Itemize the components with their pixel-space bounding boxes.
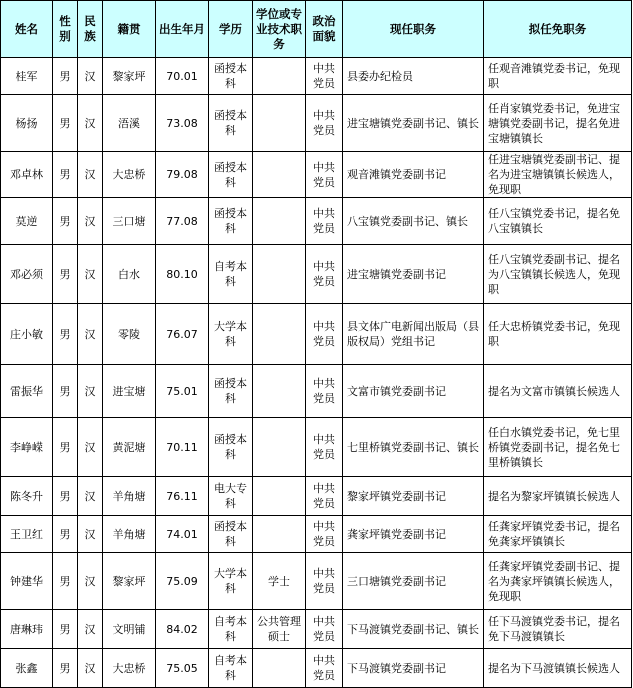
- cell-degree: [253, 198, 306, 245]
- cell-gender: 男: [53, 365, 78, 418]
- cell-gender: 男: [53, 553, 78, 610]
- cell-party: 中共党员: [306, 553, 343, 610]
- cell-native-place: 大忠桥: [103, 152, 156, 198]
- cell-gender: 男: [53, 516, 78, 553]
- cell-name: 唐琳玮: [1, 610, 53, 649]
- cell-native-place: 文明铺: [103, 610, 156, 649]
- cell-name: 桂军: [1, 58, 53, 95]
- cell-birth: 77.08: [156, 198, 209, 245]
- table-row: [1, 365, 632, 418]
- cell-degree: [253, 365, 306, 418]
- table-row: [1, 553, 632, 610]
- table-row: [1, 152, 632, 198]
- cell-education: 大学本科: [209, 553, 253, 610]
- cell-name: 莫逆: [1, 198, 53, 245]
- cell-degree: [253, 649, 306, 688]
- cell-native-place: 浯溪: [103, 95, 156, 152]
- cell-native-place: 零陵: [103, 304, 156, 365]
- cell-ethnicity: 汉: [78, 365, 103, 418]
- cell-native-place: 黎家坪: [103, 553, 156, 610]
- cell-ethnicity: 汉: [78, 198, 103, 245]
- cell-party: 中共党员: [306, 610, 343, 649]
- cell-proposed-post: 提名为下马渡镇镇长候选人: [484, 649, 632, 688]
- cell-ethnicity: 汉: [78, 418, 103, 477]
- cell-ethnicity: 汉: [78, 304, 103, 365]
- cell-birth: 75.01: [156, 365, 209, 418]
- cell-current-post: 县委办纪检员: [343, 58, 484, 95]
- cell-name: 王卫红: [1, 516, 53, 553]
- cell-education: 函授本科: [209, 152, 253, 198]
- cell-proposed-post: 任八宝镇党委副书记、提名为八宝镇镇长候选人，免现职: [484, 245, 632, 304]
- cell-party: 中共党员: [306, 365, 343, 418]
- cell-proposed-post: 任观音滩镇党委书记，免现职: [484, 58, 632, 95]
- cell-name: 李峥嵘: [1, 418, 53, 477]
- cell-gender: 男: [53, 152, 78, 198]
- cell-education: 函授本科: [209, 198, 253, 245]
- cell-degree: [253, 152, 306, 198]
- cell-current-post: 黎家坪镇党委副书记: [343, 477, 484, 516]
- cell-birth: 70.11: [156, 418, 209, 477]
- cell-party: 中共党员: [306, 477, 343, 516]
- header-birth: 出生年月: [156, 1, 209, 58]
- cell-education: 函授本科: [209, 58, 253, 95]
- cell-birth: 74.01: [156, 516, 209, 553]
- cell-party: 中共党员: [306, 245, 343, 304]
- cell-birth: 84.02: [156, 610, 209, 649]
- cell-name: 庄小敏: [1, 304, 53, 365]
- cell-ethnicity: 汉: [78, 95, 103, 152]
- cell-proposed-post: 任大忠桥镇党委书记，免现职: [484, 304, 632, 365]
- header-ethnicity: 民族: [78, 1, 103, 58]
- cell-native-place: 羊角塘: [103, 516, 156, 553]
- cell-gender: 男: [53, 198, 78, 245]
- cell-education: 大学本科: [209, 304, 253, 365]
- cell-party: 中共党员: [306, 649, 343, 688]
- cell-education: 函授本科: [209, 365, 253, 418]
- cell-proposed-post: 任进宝塘镇党委副书记、提名为进宝塘镇镇长候选人，免现职: [484, 152, 632, 198]
- cell-ethnicity: 汉: [78, 477, 103, 516]
- cell-gender: 男: [53, 418, 78, 477]
- cell-party: 中共党员: [306, 418, 343, 477]
- table-row: [1, 649, 632, 688]
- header-gender: 性别: [53, 1, 78, 58]
- cell-degree: [253, 304, 306, 365]
- cell-birth: 73.08: [156, 95, 209, 152]
- cell-native-place: 大忠桥: [103, 649, 156, 688]
- cell-ethnicity: 汉: [78, 516, 103, 553]
- cell-ethnicity: 汉: [78, 152, 103, 198]
- cell-proposed-post: 任下马渡镇党委书记，提名免下马渡镇镇长: [484, 610, 632, 649]
- cell-current-post: 三口塘镇党委副书记: [343, 553, 484, 610]
- table-row: [1, 245, 632, 304]
- cell-party: 中共党员: [306, 198, 343, 245]
- cell-native-place: 进宝塘: [103, 365, 156, 418]
- table-row: [1, 477, 632, 516]
- cell-degree: [253, 418, 306, 477]
- cell-education: 函授本科: [209, 418, 253, 477]
- header-degree: 学位或专业技术职务: [253, 1, 306, 58]
- cell-party: 中共党员: [306, 95, 343, 152]
- cell-ethnicity: 汉: [78, 245, 103, 304]
- cell-current-post: 下马渡镇党委副书记: [343, 649, 484, 688]
- cell-ethnicity: 汉: [78, 649, 103, 688]
- cell-degree: [253, 95, 306, 152]
- header-name: 姓名: [1, 1, 53, 58]
- header-row: [1, 1, 632, 58]
- cell-name: 雷振华: [1, 365, 53, 418]
- cell-current-post: 八宝镇党委副书记、镇长: [343, 198, 484, 245]
- cell-birth: 76.07: [156, 304, 209, 365]
- table-row: [1, 58, 632, 95]
- cell-education: 自考本科: [209, 245, 253, 304]
- cell-party: 中共党员: [306, 304, 343, 365]
- cell-name: 邓必须: [1, 245, 53, 304]
- cell-current-post: 进宝塘镇党委副书记、镇长: [343, 95, 484, 152]
- cell-ethnicity: 汉: [78, 58, 103, 95]
- cell-gender: 男: [53, 649, 78, 688]
- cell-education: 电大专科: [209, 477, 253, 516]
- cell-gender: 男: [53, 95, 78, 152]
- cell-gender: 男: [53, 58, 78, 95]
- cell-ethnicity: 汉: [78, 610, 103, 649]
- header-proposed-post: 拟任免职务: [484, 1, 632, 58]
- cell-birth: 70.01: [156, 58, 209, 95]
- cell-degree: 学士: [253, 553, 306, 610]
- cell-proposed-post: 提名为文富市镇镇长候选人: [484, 365, 632, 418]
- table-row: [1, 198, 632, 245]
- cell-native-place: 羊角塘: [103, 477, 156, 516]
- cell-gender: 男: [53, 245, 78, 304]
- cell-birth: 79.08: [156, 152, 209, 198]
- cell-gender: 男: [53, 477, 78, 516]
- cell-degree: 公共管理硕士: [253, 610, 306, 649]
- cell-current-post: 县文体广电新闻出版局（县版权局）党组书记: [343, 304, 484, 365]
- table-row: [1, 610, 632, 649]
- cell-current-post: 观音滩镇党委副书记: [343, 152, 484, 198]
- cell-current-post: 七里桥镇党委副书记、镇长: [343, 418, 484, 477]
- cell-proposed-post: 任肖家镇党委书记，免进宝塘镇党委副书记，提名免进宝塘镇镇长: [484, 95, 632, 152]
- cell-proposed-post: 提名为黎家坪镇镇长候选人: [484, 477, 632, 516]
- cell-name: 张鑫: [1, 649, 53, 688]
- cell-education: 自考本科: [209, 610, 253, 649]
- header-native-place: 籍贯: [103, 1, 156, 58]
- cell-degree: [253, 245, 306, 304]
- cell-proposed-post: 任龚家坪镇党委书记，提名免龚家坪镇镇长: [484, 516, 632, 553]
- cell-birth: 80.10: [156, 245, 209, 304]
- cell-current-post: 文富市镇党委副书记: [343, 365, 484, 418]
- cell-birth: 76.11: [156, 477, 209, 516]
- cell-gender: 男: [53, 610, 78, 649]
- cell-native-place: 三口塘: [103, 198, 156, 245]
- cell-proposed-post: 任白水镇党委书记，免七里桥镇党委副书记，提名免七里桥镇镇长: [484, 418, 632, 477]
- cell-native-place: 黄泥塘: [103, 418, 156, 477]
- cell-name: 杨扬: [1, 95, 53, 152]
- cell-education: 函授本科: [209, 516, 253, 553]
- cell-native-place: 黎家坪: [103, 58, 156, 95]
- cell-current-post: 龚家坪镇党委副书记: [343, 516, 484, 553]
- cell-education: 自考本科: [209, 649, 253, 688]
- cell-birth: 75.09: [156, 553, 209, 610]
- cell-party: 中共党员: [306, 152, 343, 198]
- cell-name: 钟建华: [1, 553, 53, 610]
- cell-ethnicity: 汉: [78, 553, 103, 610]
- cell-name: 邓卓林: [1, 152, 53, 198]
- cell-current-post: 下马渡镇党委副书记、镇长: [343, 610, 484, 649]
- cell-degree: [253, 58, 306, 95]
- table-row: [1, 304, 632, 365]
- cell-native-place: 白水: [103, 245, 156, 304]
- table-row: [1, 95, 632, 152]
- cell-proposed-post: 任龚家坪镇党委副书记、提名为龚家坪镇镇长候选人，免现职: [484, 553, 632, 610]
- cell-gender: 男: [53, 304, 78, 365]
- header-education: 学历: [209, 1, 253, 58]
- cell-degree: [253, 477, 306, 516]
- header-current-post: 现任职务: [343, 1, 484, 58]
- cell-current-post: 进宝塘镇党委副书记: [343, 245, 484, 304]
- cell-birth: 75.05: [156, 649, 209, 688]
- cell-party: 中共党员: [306, 58, 343, 95]
- table-row: [1, 418, 632, 477]
- header-party: 政治面貌: [306, 1, 343, 58]
- cell-name: 陈冬升: [1, 477, 53, 516]
- table-row: [1, 516, 632, 553]
- cell-party: 中共党员: [306, 516, 343, 553]
- cell-education: 函授本科: [209, 95, 253, 152]
- cell-proposed-post: 任八宝镇党委书记，提名免八宝镇镇长: [484, 198, 632, 245]
- cell-degree: [253, 516, 306, 553]
